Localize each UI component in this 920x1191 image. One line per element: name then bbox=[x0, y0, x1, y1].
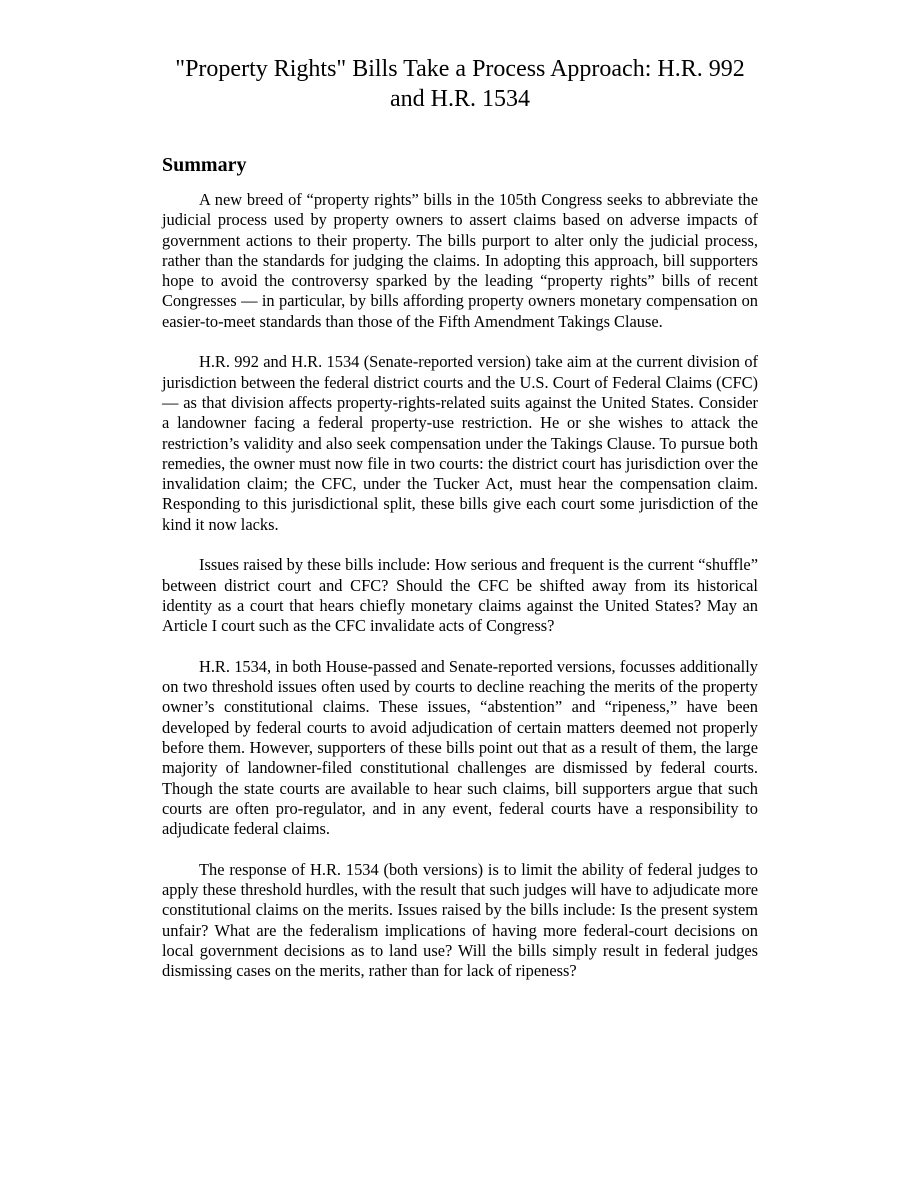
summary-paragraph: H.R. 1534, in both House-passed and Senate-reported versions, focusses additionally on two threshold issues often used by courts to decline reaching the merits of the property owner’s constitutional claims. These issues, “abstention” and “ripeness,” have been developed by federal courts to avoid adjudication of certain matters deemed not properly before them. However, supporters of these bills point out that as a result of them, the large majority of landowner-filed constitutional challenges are dismissed by federal courts. Though the state courts are available to hear such claims, bill supporters argue that such courts are often pro-regulator, and in any event, federal courts have a responsibility to adjudicate federal claims. bbox=[162, 656, 758, 839]
summary-paragraph: Issues raised by these bills include: How serious and frequent is the current “shuffle” between district court and CFC? Should the CFC be shifted away from its historical identity as a court that hears chiefly monetary claims against the United States? May an Article I court such as the CFC invalidate acts of Congress? bbox=[162, 555, 758, 636]
summary-paragraph: A new breed of “property rights” bills in the 105th Congress seeks to abbreviate the judicial process used by property owners to assert claims based on adverse impacts of government actions to their property. The bills purport to alter only the judicial process, rather than the standards for judging the claims. In adopting this approach, bill supporters hope to avoid the controversy sparked by the leading “property rights” bills of recent Congresses — in particular, by bills affording property owners monetary compensation on easier-to-meet standards than those of the Fifth Amendment Takings Clause. bbox=[162, 190, 758, 331]
summary-paragraph: The response of H.R. 1534 (both versions) is to limit the ability of federal judges to apply these threshold hurdles, with the result that such judges will have to adjudicate more constitutional claims on the merits. Issues raised by the bills include: Is the present system unfair? What are the federalism implications of having more federal-court decisions on local government decisions as to land use? Will the bills simply result in federal judges dismissing cases on the merits, rather than for lack of ripeness? bbox=[162, 859, 758, 981]
document-title: "Property Rights" Bills Take a Process Approach: H.R. 992 and H.R. 1534 bbox=[175, 56, 745, 112]
section-heading-summary: Summary bbox=[162, 154, 247, 176]
summary-paragraph: H.R. 992 and H.R. 1534 (Senate-reported version) take aim at the current division of jurisdiction between the federal district courts and the U.S. Court of Federal Claims (CFC) — as that division affects property-rights-related suits against the United States. Consider a landowner facing a federal property-use restriction. He or she wishes to attack the restriction’s validity and also seek compensation under the Takings Clause. To pursue both remedies, the owner must now file in two courts: the district court has jurisdiction over the invalidation claim; the CFC, under the Tucker Act, must hear the compensation claim. Responding to this jurisdictional split, these bills give each court some jurisdiction of the kind it now lacks. bbox=[162, 352, 758, 534]
document-page bbox=[162, 54, 758, 1002]
